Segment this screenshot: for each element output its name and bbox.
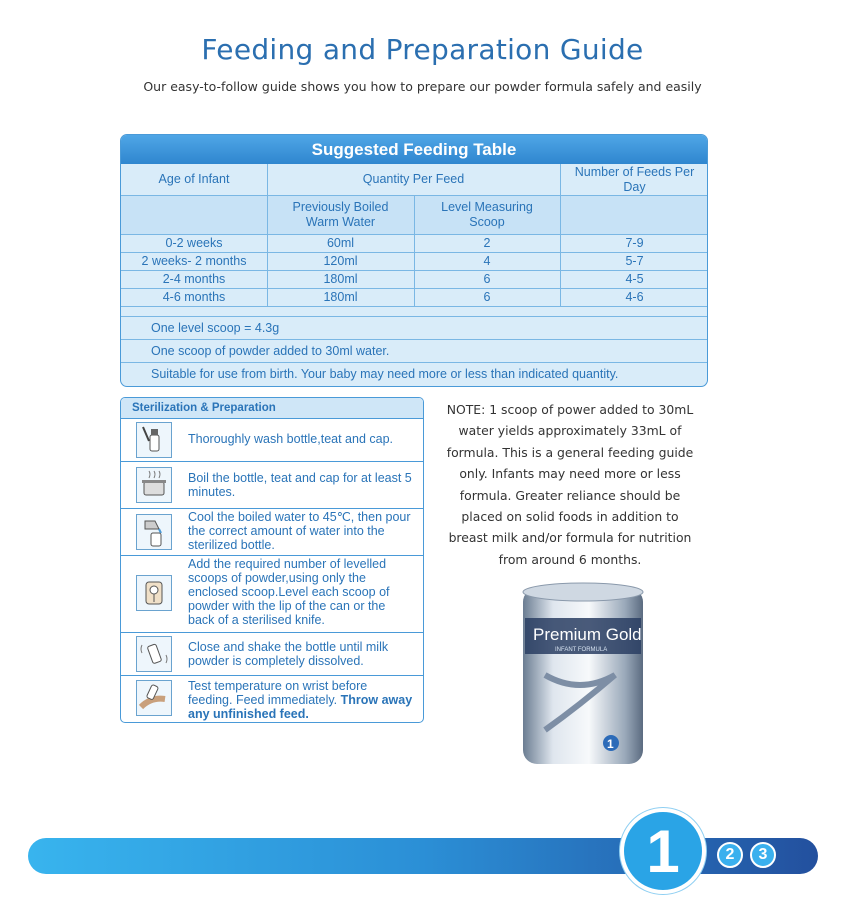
row-age: 2-4 months <box>162 271 226 286</box>
row-age: 4-6 months <box>162 289 226 304</box>
row-age: 0-2 weeks <box>165 235 223 250</box>
subheader-water: Previously Boiled Warm Water <box>292 200 389 229</box>
header-feeds: Number of Feeds Per Day <box>574 165 695 194</box>
scoop-powder-icon <box>136 575 172 611</box>
product-label: INFANT FORMULA <box>555 647 608 653</box>
kettle-pour-icon <box>136 514 172 550</box>
boiling-pot-icon <box>136 467 172 503</box>
feeding-table-title: Suggested Feeding Table <box>121 135 707 164</box>
row-water: 60ml <box>326 235 355 250</box>
row-scoop: 4 <box>483 253 491 268</box>
step-item <box>121 555 423 632</box>
step-item <box>121 675 423 723</box>
feeding-table <box>120 134 708 387</box>
row-age: 2 weeks- 2 months <box>141 253 247 268</box>
product-can-image <box>515 580 650 770</box>
row-water: 180ml <box>323 271 358 286</box>
formula-note: NOTE: 1 scoop of power added to 30mL water yields approximately 33mL of formula. This is a general feeding guide only. Infants may need more or less formula. Greater reliance should be placed on solid foods in addition to breast milk and/or formula for nutrition from around 6 months. <box>446 402 694 567</box>
bottle-brush-icon <box>136 422 172 458</box>
step-text: Close and shake the bottle until milk powder is completely dissolved. <box>188 640 389 668</box>
product-stage: 1 <box>607 737 614 751</box>
subheader-scoop: Level Measuring Scoop <box>441 200 533 229</box>
header-age: Age of Infant <box>158 172 230 187</box>
row-water: 180ml <box>323 289 358 304</box>
scoop-weight-note: One level scoop = 4.3g <box>151 321 280 335</box>
row-feeds: 4-5 <box>625 271 644 286</box>
row-feeds: 5-7 <box>625 253 644 268</box>
step-text: Cool the boiled water to 45℃, then pour the correct amount of water into the sterilized bottle. <box>188 510 411 552</box>
step-item <box>121 508 423 555</box>
step-item <box>121 418 423 461</box>
step-text: Thoroughly wash bottle,teat and cap. <box>188 432 393 446</box>
row-scoop: 6 <box>483 271 491 286</box>
product-brand: Premium Gold <box>533 625 642 644</box>
step-text: Test temperature on wrist before feeding. Feed immediately. Throw away any unfinished feed. <box>188 679 413 721</box>
current-page-indicator: 1 <box>620 808 706 894</box>
row-feeds: 4-6 <box>625 289 644 304</box>
row-scoop: 6 <box>483 289 491 304</box>
step-text: Add the required number of levelled scoops of powder,using only the enclosed scoop.Level each scoop of powder with the lip of the can or the back of a sterilised knife. <box>188 557 390 627</box>
scoop-water-note: One scoop of powder added to 30ml water. <box>151 344 390 358</box>
step-item <box>121 632 423 675</box>
row-scoop: 2 <box>483 235 491 250</box>
wrist-test-icon <box>136 680 172 716</box>
step-item <box>121 461 423 508</box>
shake-bottle-icon <box>136 636 172 672</box>
page-3-link[interactable]: 3 <box>750 842 776 868</box>
sterilization-box <box>120 397 424 723</box>
page-2-link[interactable]: 2 <box>717 842 743 868</box>
row-water: 120ml <box>323 253 358 268</box>
page-subtitle: Our easy-to-follow guide shows you how to prepare our powder formula safely and easily <box>143 79 702 94</box>
row-feeds: 7-9 <box>625 235 644 250</box>
header-quantity: Quantity Per Feed <box>362 172 465 187</box>
suitability-note: Suitable for use from birth. Your baby may need more or less than indicated quantity. <box>151 367 619 381</box>
sterilization-title: Sterilization & Preparation <box>121 398 423 418</box>
step-text: Boil the bottle, teat and cap for at least 5 minutes. <box>188 471 412 499</box>
page-title: Feeding and Preparation Guide <box>201 33 644 66</box>
